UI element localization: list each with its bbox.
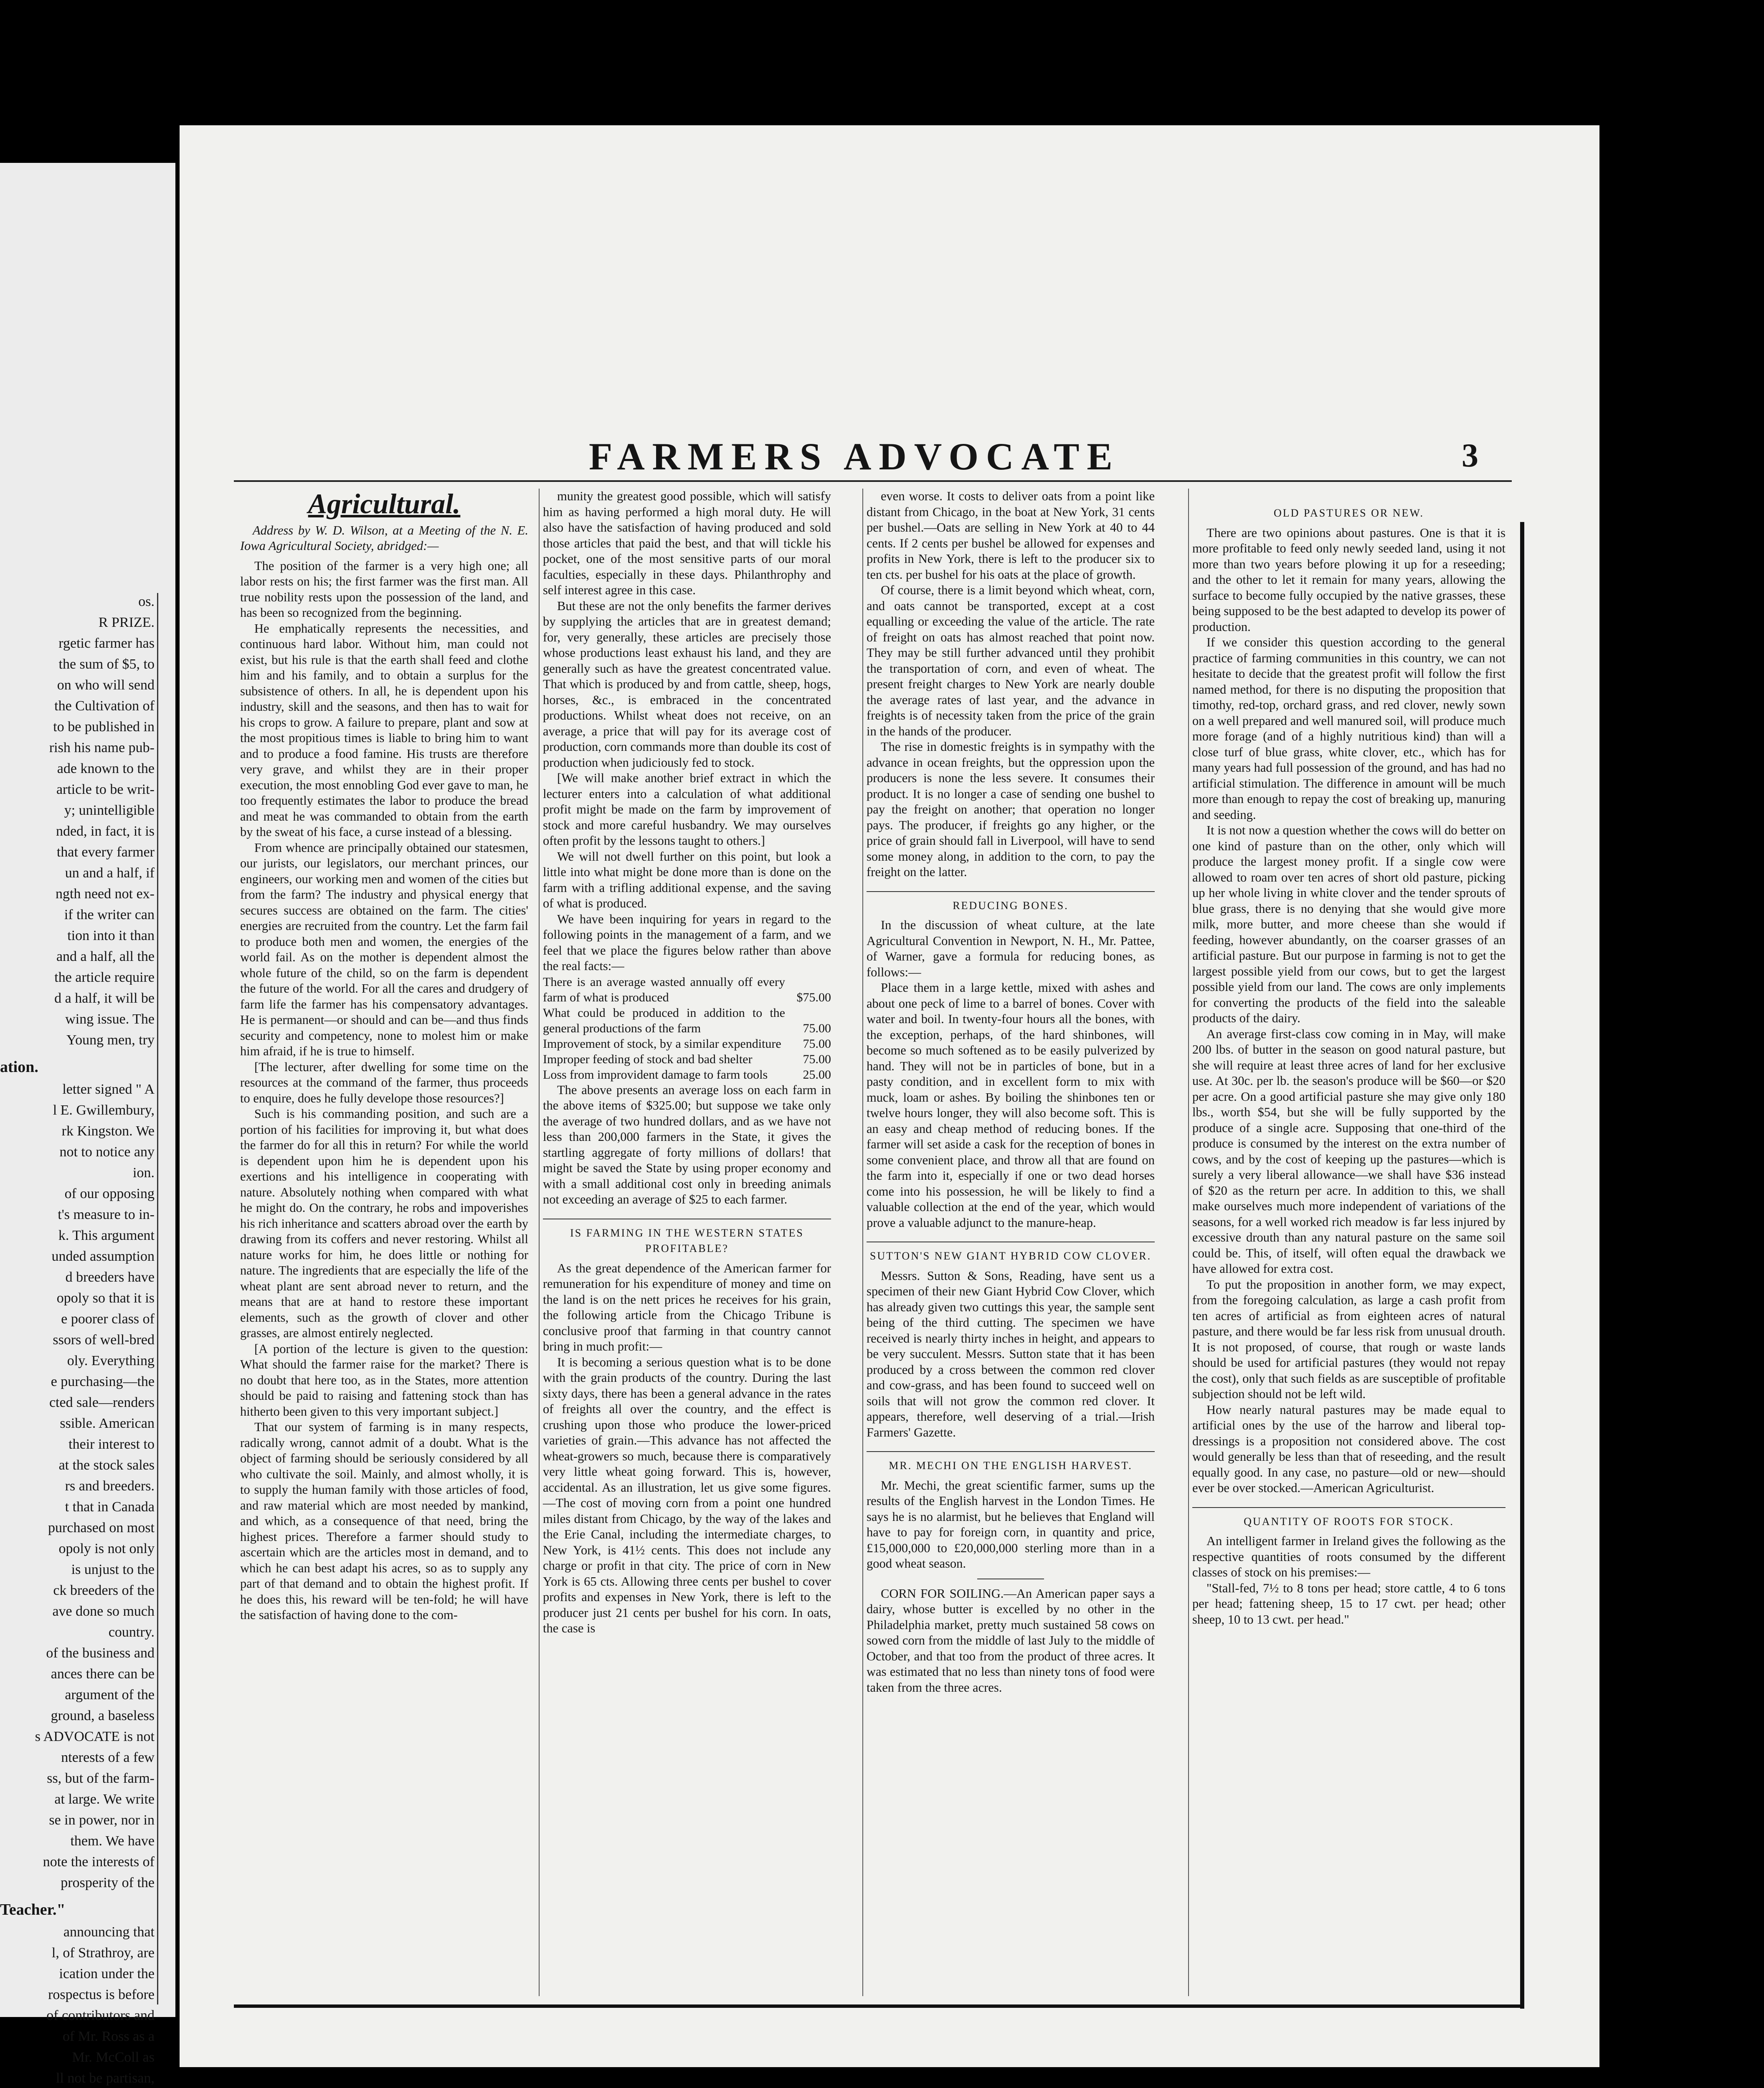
article-byline: Address by W. D. Wilson, at a Meeting of the N. E. Iowa Agricultural Society, abridged:—	[240, 523, 528, 553]
loss-item: Improvement of stock, by a similar expenditure	[543, 1036, 781, 1051]
left-page-fragment	[0, 163, 175, 2086]
article-paragraph: We will not dwell further on this point, but look a little into what might be done more than is done on the farm with a trifling additional expense, and the saving of what is produced.	[543, 849, 831, 910]
column-4	[1192, 489, 1505, 1996]
article-paragraph: munity the greatest good possible, which will satisfy him as having performed a high moral duty. He will also have the satisfaction of having produced and sold those articles that paid the best, and that will tickle his pocket, one of the most sensitive parts of our moral faculties, especially in these days. Philanthrophy and self interest agree in this case.	[543, 489, 831, 597]
article-paragraph: The rise in domestic freights is in sympathy with the advance in ocean freights, but the oppression upon the producers is none the less severe. It consumes their product. It is no longer a case of sending one bushel to pay the freight on another; that operation no longer pays. The producer, if freights go any higher, or the price of grain should fall in Liverpool, will have to send some money along, in addition to the corn, to pay the freight on the latter.	[867, 740, 1155, 879]
loss-amount: 75.00	[803, 1036, 831, 1051]
article-paragraph: "Stall-fed, 7½ to 8 tons per head; store cattle, 4 to 6 tons per head; fattening sheep, 15 to 17 cwt. per head; other sheep, 10 to 13 cwt. per head."	[1192, 1581, 1505, 1627]
article-paragraph: Of course, there is a limit beyond which wheat, corn, and oats cannot be transported, except at a cost equalling or exceeding the value of the article. The rate of freight on oats has almost reached that point now. They may be still further advanced until they prohibit the transportation of corn, and even of wheat. The present freight charges to New York are nearly double the average rates of last year, and the advance in freights is of necessity taken from the price of the grain in the hands of the producer.	[867, 583, 1155, 738]
article-paragraph: [A portion of the lecture is given to the question: What should the farmer raise for the market? There is no doubt that here too, as in the States, more attention should be paid to raising and fattening stock than has hitherto been given to this very important subject.]	[240, 1341, 528, 1419]
article-paragraph: Place them in a large kettle, mixed with ashes and about one peck of lime to a barrel of bones. Cover with water and boil. In twenty-four hours all the bones, with the exception, perhaps, of the hard shinbones, will become so much softened as to be easily pulverized by hand. They will not be in particles of bone, but in a pasty condition, and in excellent form to mix with muck, loam or ashes. By boiling the shinbones ten or twelve hours longer, they will also become soft. This is an easy and cheap method of reducing bones. If the farmer will set aside a cask for the reception of bones in some convenient place, and throw all that are found on the farm into it, especially if one or two dead horses come into his possession, he will be likely to find a valuable collection at the end of the year, which would prove a valuable adjunct to the manure-heap.	[867, 981, 1155, 1230]
fragment-line: ade known to the	[57, 761, 155, 776]
subhead-mechi-harvest: MR. MECHI ON THE ENGLISH HARVEST.	[867, 1451, 1155, 1474]
fragment-line: of contributors and	[46, 2008, 155, 2023]
fragment-line: rk Kingston. We	[61, 1123, 155, 1139]
article-paragraph: We have been inquiring for years in regard to the following points in the management of a farm, and we feel that we place the figures below rather than above the real facts:—	[543, 912, 831, 973]
article-paragraph: Mr. Mechi, the great scientific farmer, sums up the results of the English harvest in the London Times. He says he is no alarmist, but he believes that England will have to pay for foreign corn, in quantity and price, £15,000,000 to £20,000,000 sterling more than in a good wheat season.	[867, 1478, 1155, 1571]
fragment-line: note the interests of	[43, 1854, 155, 1870]
fragment-line: ances there can be	[51, 1666, 155, 1682]
fragment-line: k. This argument	[58, 1228, 155, 1243]
fragment-line: nded, in fact, it is	[56, 824, 155, 839]
page-frame-right	[1520, 522, 1524, 2009]
table-row	[543, 1052, 831, 1067]
article-paragraph: That our system of farming is in many respects, radically wrong, cannot admit of a doubt. What is the object of farming should be seriously considered by all who cultivate the soil. Mainly, and almost wholly, it is to supply the human family with those articles of food, and raw material which are most needed by mankind, and which, as a consequence of that need, bring the highest prices. Therefore a farmer should study to ascertain which are the articles most in demand, and to which he can best adapt his acres, so as to supply any part of that demand and to obtain the highest profit. If he does this, his reward will be ten-fold; he will have the satisfaction of having done to the com-	[240, 1420, 528, 1622]
article-paragraph: But these are not the only benefits the farmer derives by supplying the articles that are in greatest demand; for, very generally, these articles are precisely those whose productions least exhaust his land, and they are generally such as have the greatest concentrated value. That which is produced by and from cattle, sheep, hogs, horses, &c., is embraced in the concentrated productions. Whilst wheat does not receive, on an average, a price that will pay for its average cost of production, corn commands more than double its cost of production when judiciously fed to stock.	[543, 598, 831, 770]
fragment-line: opoly is not only	[58, 1541, 155, 1556]
fragment-line: that every farmer	[56, 844, 155, 860]
column-divider	[539, 489, 540, 1996]
article-paragraph: If we consider this question according to the general practice of farming communities in this country, we can not hesitate to decide that the greatest profit will follow the first named method, for there is no disputing the proposition that timothy, red-top, orchard grass, and red clover, newly sown on a well prepared and well manured soil, will produce much more forage (and of a highly nutritious kind) than will a close turf of blue grass, white clover, etc., which has for many years had full possession of the ground, and has had no artificial stimulation. The difference in amount will be much more than enough to repay the cost of breaking up, manuring and seeding.	[1192, 635, 1505, 822]
fragment-line: ion.	[133, 1165, 155, 1181]
loss-table	[543, 974, 831, 1082]
section-title-agricultural: Agricultural.	[308, 488, 461, 519]
fragment-line: ssible. American	[60, 1416, 155, 1431]
fragment-line: os.	[138, 594, 155, 609]
fragment-line: ck breeders of the	[53, 1583, 155, 1598]
article-paragraph: It is not now a question whether the cows will do better on one kind of pasture than on the other, only which will produce the largest money profit. If a single cow were allowed to roam over ten acres of short old pasture, picking up her whole living in white clover and the tender sprouts of blue grass, there is no denying that she would give more milk, more butter, and more cheese than she would if feeding, however abundantly, on the coarser grasses of an artificial pasture. But our purpose in farming is not to get the largest possible yield from our cows, but to get the largest possible yield from our land. The cows are only implements for converting the products of the field into the saleable products of the dairy.	[1192, 823, 1505, 1025]
fragment-line: l E. Gwillembury,	[53, 1102, 155, 1118]
fragment-line: un and a half, if	[65, 865, 155, 881]
article-paragraph: There are two opinions about pastures. One is that it is more profitable to feed only newly seeded land, using it not more than two years before plowing it up for a reseeding; and the other to let it remain for many years, allowing the surface to become fully occupied by the native grasses, these being supposed to be the best adapted to develop its power of production.	[1192, 525, 1505, 634]
left-page-column	[0, 593, 158, 2086]
fragment-line: prosperity of the	[61, 1875, 155, 1890]
fragment-line: their interest to	[68, 1437, 155, 1452]
fragment-line: ssors of well-bred	[53, 1332, 155, 1348]
fragment-line: ss, but of the farm-	[47, 1771, 155, 1786]
fragment-line: purchased on most	[48, 1520, 155, 1536]
loss-amount: 25.00	[803, 1067, 831, 1082]
fragment-line: of the business and	[46, 1645, 155, 1661]
table-row	[543, 974, 831, 1005]
fragment-line: unded assumption	[51, 1249, 155, 1264]
fragment-line: the article require	[54, 970, 155, 985]
fragment-line: se in power, nor in	[49, 1812, 155, 1828]
page-frame-bottom	[234, 2004, 1524, 2008]
fragment-line: ngth need not ex-	[56, 886, 155, 902]
article-paragraph: From whence are principally obtained our statesmen, our jurists, our legislators, our merchant princes, our engineers, our working men and women of the cities but from the farm? The industry and physical energy that secures success are obtained on the farm. The cities' energies are recruited from the country. Let the farm fail to produce both men and women, the energies of the world fail. As on the mother is dependent almost the whole future of the child, so on the farm is dependent the future of the world. For all the cares and drudgery of farm life the farmer has his compensatory advantages. He is permanent—or should and can be—and thus finds security and competency, none to molest him or make him afraid, if he is true to himself.	[240, 840, 528, 1058]
article-paragraph: [The lecturer, after dwelling for some time on the resources at the command of the farmer, thus proceeds to enquire, does he fully develope those resources?]	[240, 1059, 528, 1105]
fragment-line: rospectus is before	[48, 1987, 155, 2002]
fragment-line: s ADVOCATE is not	[35, 1729, 155, 1744]
fragment-line: R PRIZE.	[98, 615, 155, 630]
fragment-heading: ation.	[0, 1058, 38, 1076]
fragment-line: is unjust to the	[71, 1562, 155, 1577]
fragment-line: country.	[108, 1624, 155, 1640]
fragment-line: tion into it than	[67, 928, 155, 943]
subhead-farming-profitable: IS FARMING IN THE WESTERN STATES PROFITABLE?	[543, 1219, 831, 1257]
fragment-line: to be published in	[53, 719, 155, 735]
article-paragraph: To put the proposition in another form, we may expect, from the foregoing calculation, as large a cash profit from ten acres of artificial as from eighteen acres of natural pasture, and there would be far less risk from unusual drouth. It is not proposed, of course, that rough or waste lands should be used for artificial pastures (they would not repay the cost), only that such fields as are susceptible of profitable subjection should not be left wild.	[1192, 1277, 1505, 1401]
article-paragraph: An average first-class cow coming in in May, will make 200 lbs. of butter in the season on good natural pasture, but she will require at least three acres of land for her exclusive use. At 30c. per lb. the season's produce will be $60—or $20 per acre. On a good artificial pasture she may give only 180 lbs., worth $54, but she will be fully supported by the produce of a single acre. Supposing that one-third of the produce is consumed by the interest on the extra number of cows, and by the cost of keeping up the pastures—which is surely a very liberal allowance—we shall have $36 instead of $20 as the return per acre. In addition to this, we shall make ourselves much more independent of variations of the seasons, for a well worked rich meadow is far less injured by excessive drouth than any natural pasture on the same soil could be. This, of itself, will often equal the drawback we have allowed for extra cost.	[1192, 1026, 1505, 1276]
subhead-old-pastures: OLD PASTURES OR NEW.	[1273, 507, 1424, 519]
fragment-line: nterests of a few	[61, 1750, 155, 1765]
fragment-line: Young men, try	[66, 1032, 155, 1048]
masthead-title: FARMERS ADVOCATE	[589, 435, 1120, 478]
fragment-line: oly. Everything	[67, 1353, 155, 1368]
fragment-line: ground, a baseless	[51, 1708, 155, 1723]
fragment-line: on who will send	[57, 677, 155, 693]
loss-amount: 75.00	[803, 1052, 831, 1066]
fragment-line: Mr. McColl as	[72, 2050, 155, 2065]
loss-item: There is an average wasted annually off every farm of what is produced	[543, 975, 785, 1004]
fragment-line: not to notice any	[59, 1144, 155, 1160]
masthead	[234, 434, 1528, 480]
fragment-line: ave done so much	[52, 1604, 155, 1619]
fragment-line: of Mr. Ross as a	[62, 2029, 155, 2044]
article-paragraph: CORN FOR SOILING.—An American paper says a dairy, whose butter is excelled by no other in the Philadelphia market, pretty much sustained 58 cows on sowed corn from the middle of last July to the middle of October, and that too from the product of three acres. It was estimated that no less than ninety tons of food were taken from the three acres.	[867, 1586, 1155, 1695]
fragment-line: at the stock sales	[58, 1457, 155, 1473]
fragment-line: them. We have	[70, 1833, 155, 1849]
article-paragraph: The position of the farmer is a very high one; all labor rests on his; the first farmer was the first man. All true nobility rests upon the possession of the land, and has been so recognized from the beginning.	[240, 558, 528, 620]
page-number: 3	[1462, 437, 1478, 474]
article-paragraph: even worse. It costs to deliver oats from a point like distant from Chicago, in the boat at New York, 31 cents per bushel.—Oats are selling in New York at 40 to 44 cents. If 2 cents per bushel be allowed for expenses and profits in New York, there is left to the producer six to ten cts. per bushel for his oats at the place of growth.	[867, 489, 1155, 582]
fragment-line: the Cultivation of	[54, 698, 155, 714]
article-paragraph: Messrs. Sutton & Sons, Reading, have sent us a specimen of their new Giant Hybrid Cow Clover, which has already given two cuttings this year, the sample sent being of the third cutting. The specimen we have received is nearly thirty inches in height, and appears to be very succulent. Messrs. Sutton state that it has been produced by a cross between the common red clover and cow-grass, and has been found to succeed well on soils that will not grow the common red clover. It appears, therefore, well deserving of a trial.—Irish Farmers' Gazette.	[867, 1268, 1155, 1439]
loss-item: Loss from improvident damage to farm tools	[543, 1067, 768, 1082]
fragment-line: ll not be partisan,	[56, 2070, 155, 2086]
column-divider	[862, 489, 863, 1996]
article-paragraph: He emphatically represents the necessities, and continuous hard labor. Without him, man could not exist, but his rule is that the earth shall feed and clothe him and his family, and to obtain a surplus for the subsistence of others. In all, he is dependent upon his industry, skill and the seasons, and then has to wait for his crops to grow. A failure to prepare, plant and sow at the most propitious times is liable to bring him to want and to produce a food famine. His trusts are therefore very grave, and whilst they are in their proper execution, the most ennobling God ever gave to man, he too frequently estimates the labor to produce the bread and meat he was commanded to obtain from the earth by the sweat of his face, a curse instead of a blessing.	[240, 621, 528, 839]
fragment-line: wing issue. The	[65, 1011, 155, 1027]
fragment-line: the sum of $5, to	[58, 656, 155, 672]
table-row	[543, 1036, 831, 1052]
loss-amount: $75.00	[796, 990, 831, 1004]
fragment-line: t's measure to in-	[58, 1207, 155, 1222]
fragment-heading: Teacher."	[0, 1901, 66, 1918]
fragment-line: rgetic farmer has	[58, 636, 155, 651]
loss-amount: 75.00	[803, 1021, 831, 1035]
fragment-line: d breeders have	[65, 1270, 155, 1285]
fragment-line: announcing that	[63, 1924, 155, 1940]
fragment-line: rs and breeders.	[65, 1478, 155, 1494]
fragment-line: opoly so that it is	[56, 1290, 155, 1306]
article-paragraph: How nearly natural pastures may be made equal to artificial ones by the use of the harrow and liberal top-dressings is a proposition not considered above. The cost would generally be less than that of reseeding, and the result equally good. In any case, no pasture—old or new—should ever be over stocked.—American Agriculturist.	[1192, 1402, 1505, 1495]
article-paragraph: As the great dependence of the American farmer for remuneration for his expenditure of money and time on the land is on the nett prices he receives for his grain, the following article from the Chicago Tribune is conclusive proof that farming in that country cannot bring in much profit:—	[543, 1261, 831, 1353]
fragment-line: at large. We write	[54, 1792, 155, 1807]
masthead-rule	[234, 480, 1512, 482]
article-paragraph: It is becoming a serious question what is to be done with the grain products of the country. During the last sixty days, there has been a general advance in the rates of freights all over the country, and the effect is crushing upon those who produce the lower-priced varieties of grain.—This advance has not affected the wheat-growers so much, because there is comparatively very little wheat going forward. This is, however, accidental. As an illustration, let us give some figures.—The cost of moving corn from a point one hundred miles distant from Chicago, by the way of the lakes and the Erie Canal, including the intermediate charges, to New York, is 41½ cents. This does not include any charge or profit in that city. The price of corn in New York is 65 cts. Allowing three cents per bushel to cover profits and expenses in New York, there is left to the producer just 21 cents per bushel for his corn. In oats, the case is	[543, 1355, 831, 1635]
column-3	[867, 489, 1155, 1996]
fragment-line: article to be writ-	[56, 782, 155, 797]
loss-item: Improper feeding of stock and bad shelter	[543, 1052, 753, 1066]
table-row	[543, 1067, 831, 1082]
fragment-line: l, of Strathroy, are	[51, 1945, 155, 1961]
article-paragraph: Such is his commanding position, and such are a portion of his facilities for improving it, but what does the farmer do for all this in return? For while the world is dependent upon him he is dependent upon his exertions and his intelligence in cooperating with nature. Absolutely nothing when compared with what he might do. On the contrary, he robs and impoverishes his rich inheritance and scatters abroad over the earth by drawing from its coffers and never restoring. Whilst all nature works for him, he does little or nothing for nature. The ingredients that are especially the life of the wheat plant are sent abroad never to return, and the means that are at hand to restore these important elements, such as the growth of clover and other grasses, are almost entirely neglected.	[240, 1107, 528, 1340]
column-1	[240, 489, 528, 1996]
column-2	[543, 489, 831, 1996]
fragment-line: rish his name pub-	[49, 740, 155, 755]
fragment-line: if the writer can	[64, 907, 155, 922]
fragment-line: y; unintelligible	[64, 803, 155, 818]
article-paragraph: The above presents an average loss on each farm in the above items of $325.00; but suppose we take only the average of two hundred dollars, and as we have not less than 200,000 farmers in the State, it gives the startling aggregate of forty millions of dollars! that might be saved the State by using proper economy and with a small additional cost only in breeding animals not exceeding an average of $25 to each farmer.	[543, 1082, 831, 1206]
article-paragraph: In the discussion of wheat culture, at the late Agricultural Convention in Newport, N. H., Mr. Pattee, of Warner, gave a formula for reducing bones, as follows:—	[867, 918, 1155, 979]
fragment-line: e purchasing—the	[51, 1374, 155, 1389]
article-paragraph: An intelligent farmer in Ireland gives the following as the respective quantities of roots consumed by the different classes of stock on his premises:—	[1192, 1534, 1505, 1579]
fragment-line: argument of the	[65, 1687, 155, 1703]
fragment-line: letter signed " A	[62, 1082, 155, 1097]
subhead-reducing-bones: REDUCING BONES.	[867, 891, 1155, 914]
fragment-line: and a half, all the	[56, 949, 155, 964]
fragment-line: of our opposing	[64, 1186, 155, 1201]
fragment-line: t that in Canada	[65, 1499, 155, 1515]
column-divider	[1188, 489, 1189, 1996]
fragment-line: ication under the	[59, 1966, 155, 1982]
table-row	[543, 1005, 831, 1036]
fragment-line: d a half, it will be	[54, 991, 155, 1006]
subhead-roots-for-stock: QUANTITY OF ROOTS FOR STOCK.	[1192, 1507, 1505, 1530]
loss-item: What could be produced in addition to the general productions of the farm	[543, 1006, 785, 1035]
subhead-sutton-clover: SUTTON'S NEW GIANT HYBRID COW CLOVER.	[867, 1242, 1155, 1264]
fragment-line: e poorer class of	[61, 1311, 155, 1327]
fragment-line: cted sale—renders	[49, 1395, 155, 1410]
article-paragraph: [We will make another brief extract in which the lecturer enters into a calculation of what additional profit might be made on the farm by improvement of stock and more careful husbandry. We may ourselves often profit by the lessons taught to others.]	[543, 771, 831, 848]
